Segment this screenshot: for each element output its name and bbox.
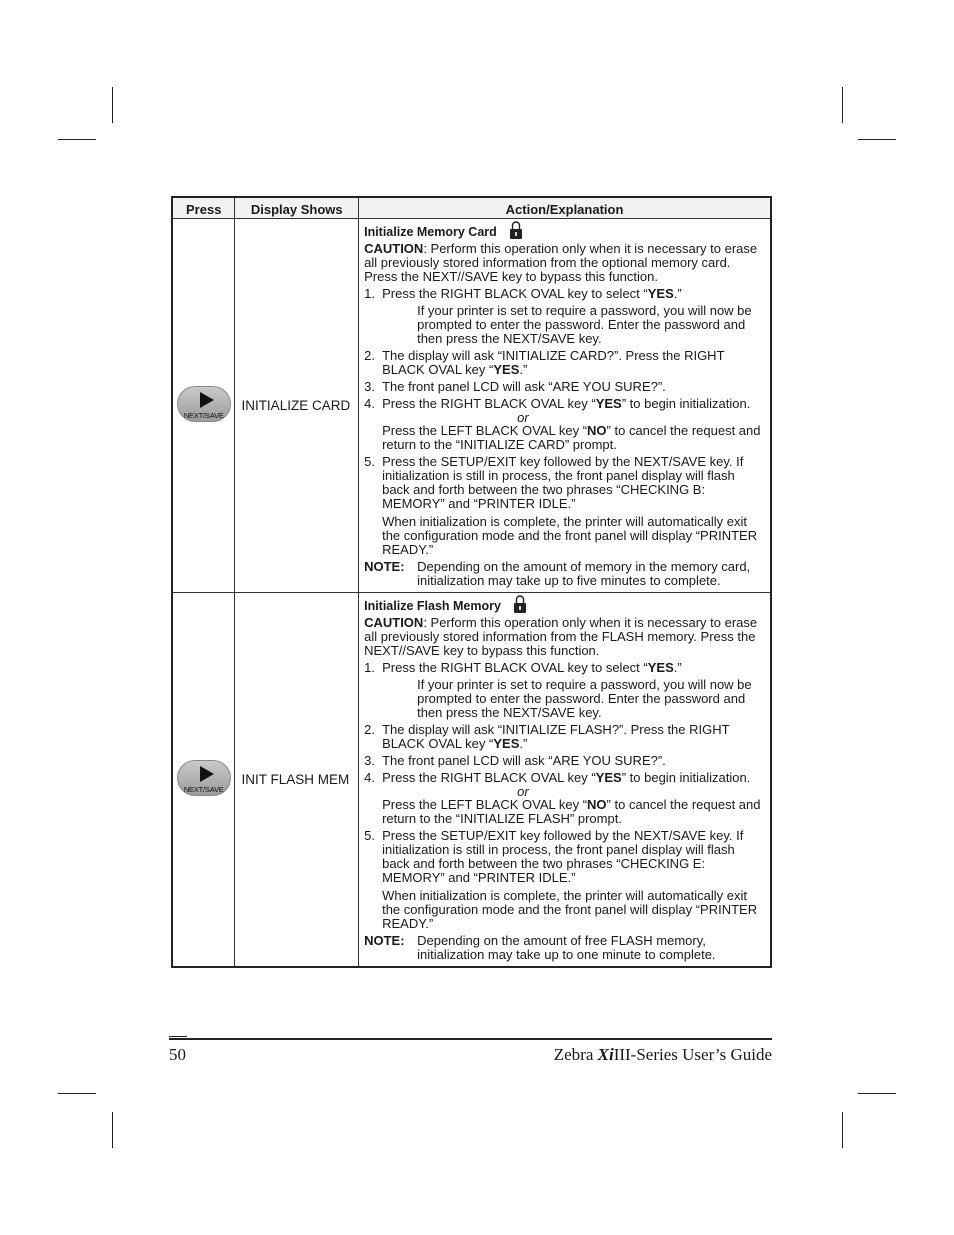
step-1	[364, 661, 765, 720]
s2-a: The display will ask “INITIALIZE FLASH?”. Press the RIGHT BLACK OVAL key “	[382, 722, 730, 751]
s1-a: Press the RIGHT BLACK OVAL key to select “	[382, 660, 648, 675]
s3-num: 3.	[364, 753, 375, 768]
s2-num: 2.	[364, 722, 375, 737]
s4-b: YES	[595, 770, 622, 785]
note-label: NOTE:	[364, 559, 405, 574]
display-shows-cell: INIT FLASH MEM	[235, 593, 359, 968]
display-shows-cell: INITIALIZE CARD	[235, 219, 359, 593]
step-3	[364, 380, 765, 394]
footer-rule-tick	[169, 1036, 187, 1037]
s2-b: YES	[493, 736, 520, 751]
step-1-detail: If your printer is set to require a password, you will now be prompted to enter the password. Enter the password and then press the NEXT/SAVE key.	[417, 303, 752, 346]
or-separator: or	[517, 784, 529, 799]
step-4	[364, 397, 765, 452]
step-5-detail: When initialization is complete, the printer will automatically exit the configuration mode and the front panel will display “PRINTER READY.”	[382, 514, 758, 557]
crop-mark	[842, 1112, 843, 1148]
step-4	[364, 771, 765, 826]
s4-alt-b: NO	[587, 423, 607, 438]
step-5	[364, 455, 765, 557]
s2-a: The display will ask “INITIALIZE CARD?”. Press the RIGHT BLACK OVAL key “	[382, 348, 725, 377]
step-1-detail: If your printer is set to require a password, you will now be prompted to enter the password. Enter the password and then press the NEXT/SAVE key.	[417, 677, 752, 720]
s5-num: 5.	[364, 454, 375, 469]
step-3	[364, 754, 765, 768]
s4-c: ” to begin initialization.	[621, 770, 751, 785]
caution-text: : Perform this operation only when it is necessary to erase all previously stored information from the optional memory card. Press the NEXT//SAVE key to bypass this function.	[364, 241, 758, 284]
or-separator: or	[517, 410, 529, 425]
section-title-text: Initialize Flash Memory	[364, 599, 501, 613]
s4-c: ” to begin initialization.	[621, 396, 751, 411]
guide-title: Zebra XiIII-Series User’s Guide	[553, 1045, 772, 1064]
s1-b: YES	[647, 660, 674, 675]
next-save-key-icon	[177, 386, 231, 422]
s5: Press the SETUP/EXIT key followed by the NEXT/SAVE key. If initialization is still in process, the front panel display will flash back and forth between the two phrases “CHECKING E: MEMORY” and “PRINTER IDLE.”	[382, 828, 744, 885]
header-press: Press	[172, 197, 235, 219]
note-label: NOTE:	[364, 933, 405, 948]
s4-alt-c: ” to cancel the request and return to the “INITIALIZE CARD” prompt.	[382, 423, 761, 452]
table-row	[172, 593, 771, 968]
key-label: NEXT/SAVE	[183, 411, 224, 420]
s3-num: 3.	[364, 379, 375, 394]
caution-label: CAUTION	[364, 241, 424, 256]
key-label: NEXT/SAVE	[183, 785, 224, 794]
section-title	[364, 223, 765, 241]
step-2	[364, 349, 765, 377]
step-4-alternative	[382, 424, 765, 452]
s5: Press the SETUP/EXIT key followed by the NEXT/SAVE key. If initialization is still in process, the front panel display will flash back and forth between the two phrases “CHECKING B: MEMORY” and “PRINTER IDLE.”	[382, 454, 744, 511]
note-text: Depending on the amount of memory in the memory card, initialization may take up to five minutes to complete.	[417, 559, 751, 588]
s1-num: 1.	[364, 286, 375, 301]
crop-mark	[112, 87, 113, 123]
s4-a: Press the RIGHT BLACK OVAL key “	[382, 770, 596, 785]
crop-mark	[842, 87, 843, 123]
s1-num: 1.	[364, 660, 375, 675]
s4-a: Press the RIGHT BLACK OVAL key “	[382, 396, 596, 411]
next-save-key-icon	[177, 760, 231, 796]
note	[364, 934, 765, 962]
crop-mark	[58, 139, 96, 140]
header-action-explanation: Action/Explanation	[359, 197, 771, 219]
s1-b: YES	[647, 286, 674, 301]
play-triangle-icon	[200, 392, 214, 408]
s2-c: .”	[519, 736, 528, 751]
note-text: Depending on the amount of free FLASH memory, initialization may take up to one minute to complete.	[417, 933, 716, 962]
play-triangle-icon	[200, 766, 214, 782]
table-row	[172, 219, 771, 593]
s4-num: 4.	[364, 396, 375, 411]
s2-b: YES	[493, 362, 520, 377]
action-cell	[359, 219, 771, 593]
footer-rule	[169, 1038, 772, 1040]
s4-num: 4.	[364, 770, 375, 785]
press-cell	[172, 219, 235, 593]
step-5	[364, 829, 765, 931]
page-number: 50	[169, 1045, 186, 1064]
step-list	[364, 287, 765, 557]
action-cell	[359, 593, 771, 968]
padlock-icon	[509, 220, 523, 240]
crop-mark	[58, 1093, 96, 1094]
s4-alt-a: Press the LEFT BLACK OVAL key “	[382, 423, 588, 438]
s1-c: .”	[673, 286, 682, 301]
s4-alt-c: ” to cancel the request and return to the “INITIALIZE FLASH” prompt.	[382, 797, 761, 826]
s4-alt-b: NO	[587, 797, 607, 812]
s4-alt-a: Press the LEFT BLACK OVAL key “	[382, 797, 588, 812]
press-cell	[172, 593, 235, 968]
note	[364, 560, 765, 588]
s3: The front panel LCD will ask “ARE YOU SURE?”.	[382, 379, 666, 394]
crop-mark	[858, 139, 896, 140]
table-header-row	[172, 197, 771, 219]
procedure-table	[171, 196, 772, 968]
section-title-text: Initialize Memory Card	[364, 225, 497, 239]
padlock-icon	[513, 594, 527, 614]
crop-mark	[112, 1112, 113, 1148]
s2-c: .”	[519, 362, 528, 377]
step-list	[364, 661, 765, 931]
s2-num: 2.	[364, 348, 375, 363]
caution-text: : Perform this operation only when it is necessary to erase all previously stored information from the FLASH memory. Press the NEXT//SAVE key to bypass this function.	[364, 615, 758, 658]
step-4-alternative	[382, 798, 765, 826]
step-1	[364, 287, 765, 346]
s1-c: .”	[673, 660, 682, 675]
crop-mark	[858, 1093, 896, 1094]
s5-num: 5.	[364, 828, 375, 843]
step-5-detail: When initialization is complete, the printer will automatically exit the configuration mode and the front panel will display “PRINTER READY.”	[382, 888, 758, 931]
s4-b: YES	[595, 396, 622, 411]
caution-text	[364, 242, 765, 284]
caution-label: CAUTION	[364, 615, 424, 630]
caution-text	[364, 616, 765, 658]
s3: The front panel LCD will ask “ARE YOU SURE?”.	[382, 753, 666, 768]
section-title	[364, 597, 765, 615]
header-display-shows: Display Shows	[235, 197, 359, 219]
step-2	[364, 723, 765, 751]
s1-a: Press the RIGHT BLACK OVAL key to select “	[382, 286, 648, 301]
